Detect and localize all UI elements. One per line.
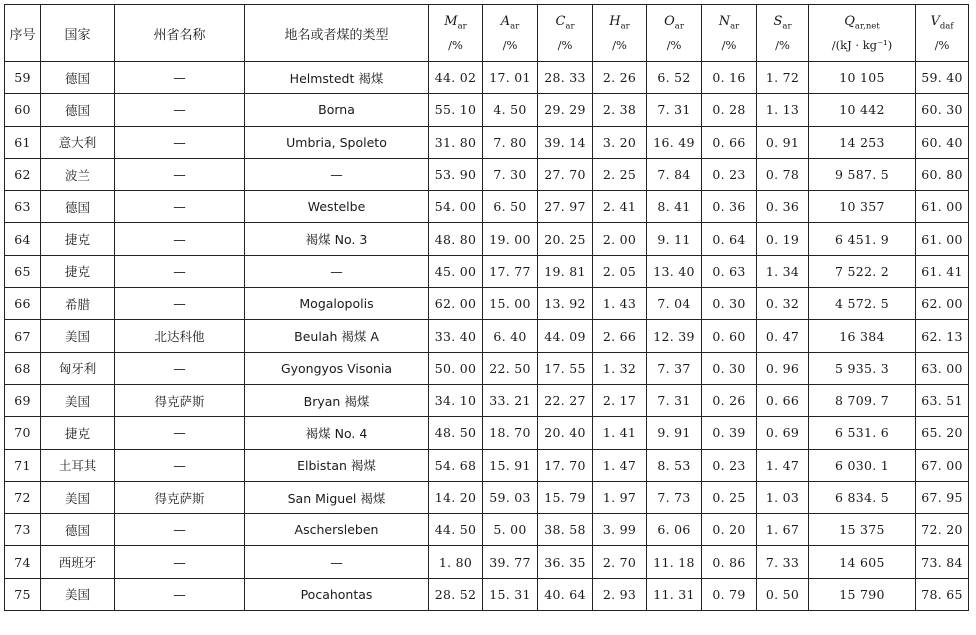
cell-moisture: 53. 90 xyxy=(429,158,483,190)
cell-hydrogen: 1. 41 xyxy=(593,417,647,449)
cell-carbon: 15. 79 xyxy=(538,481,593,513)
cell-heating-value: 8 709. 7 xyxy=(809,384,916,416)
cell-place: Bryan 褐煤 xyxy=(245,384,429,416)
cell-carbon: 27. 97 xyxy=(538,191,593,223)
cell-carbon: 29. 29 xyxy=(538,94,593,126)
cell-sulfur: 1. 13 xyxy=(757,94,809,126)
cell-country: 美国 xyxy=(41,578,115,610)
cell-moisture: 44. 50 xyxy=(429,514,483,546)
cell-state: — xyxy=(115,158,245,190)
cell-country: 捷克 xyxy=(41,255,115,287)
cell-carbon: 20. 25 xyxy=(538,223,593,255)
cell-ash: 33. 21 xyxy=(483,384,538,416)
cell-state: — xyxy=(115,126,245,158)
cell-place: Mogalopolis xyxy=(245,288,429,320)
cell-volatile: 72. 20 xyxy=(916,514,969,546)
cell-moisture: 31. 80 xyxy=(429,126,483,158)
cell-oxygen: 7. 04 xyxy=(647,288,702,320)
header-volatile xyxy=(916,5,969,62)
cell-sulfur: 0. 50 xyxy=(757,578,809,610)
cell-country: 美国 xyxy=(41,320,115,352)
header-nitrogen-symbol: $N_{ar}$ xyxy=(718,14,740,32)
cell-hydrogen: 1. 32 xyxy=(593,352,647,384)
cell-country: 匈牙利 xyxy=(41,352,115,384)
cell-hydrogen: 3. 99 xyxy=(593,514,647,546)
cell-country: 波兰 xyxy=(41,158,115,190)
header-carbon-unit: /% xyxy=(557,37,573,52)
cell-ash: 18. 70 xyxy=(483,417,538,449)
header-row xyxy=(5,5,969,62)
cell-nitrogen: 0. 79 xyxy=(702,578,757,610)
cell-sulfur: 0. 78 xyxy=(757,158,809,190)
cell-oxygen: 6. 52 xyxy=(647,62,702,94)
cell-volatile: 61. 41 xyxy=(916,255,969,287)
cell-volatile: 62. 13 xyxy=(916,320,969,352)
header-sulfur xyxy=(757,5,809,62)
header-state: 州省名称 xyxy=(115,5,245,62)
cell-nitrogen: 0. 66 xyxy=(702,126,757,158)
cell-seq: 63 xyxy=(5,191,41,223)
cell-hydrogen: 2. 66 xyxy=(593,320,647,352)
cell-oxygen: 7. 31 xyxy=(647,94,702,126)
cell-sulfur: 1. 67 xyxy=(757,514,809,546)
header-carbon xyxy=(538,5,593,62)
cell-country: 捷克 xyxy=(41,417,115,449)
cell-moisture: 1. 80 xyxy=(429,546,483,578)
cell-country: 捷克 xyxy=(41,223,115,255)
table-row xyxy=(5,578,969,610)
table-body xyxy=(5,62,969,611)
header-heating-value-symbol: $Q_{ar,net}$ xyxy=(844,14,880,32)
cell-ash: 17. 77 xyxy=(483,255,538,287)
cell-heating-value: 15 375 xyxy=(809,514,916,546)
cell-seq: 61 xyxy=(5,126,41,158)
cell-oxygen: 6. 06 xyxy=(647,514,702,546)
cell-moisture: 28. 52 xyxy=(429,578,483,610)
cell-moisture: 44. 02 xyxy=(429,62,483,94)
cell-sulfur: 0. 66 xyxy=(757,384,809,416)
cell-country: 美国 xyxy=(41,384,115,416)
cell-place: — xyxy=(245,158,429,190)
cell-state: — xyxy=(115,191,245,223)
header-sulfur-unit: /% xyxy=(775,37,790,52)
header-ash-symbol: $A_{ar}$ xyxy=(500,14,520,32)
cell-oxygen: 9. 11 xyxy=(647,223,702,255)
coal-data-table-container xyxy=(4,4,969,611)
cell-heating-value: 10 442 xyxy=(809,94,916,126)
table-row xyxy=(5,255,969,287)
cell-heating-value: 10 357 xyxy=(809,191,916,223)
table-row xyxy=(5,94,969,126)
coal-properties-table xyxy=(4,4,969,611)
cell-moisture: 54. 00 xyxy=(429,191,483,223)
cell-sulfur: 0. 96 xyxy=(757,352,809,384)
cell-oxygen: 7. 31 xyxy=(647,384,702,416)
cell-nitrogen: 0. 36 xyxy=(702,191,757,223)
cell-state: 北达科他 xyxy=(115,320,245,352)
cell-country: 德国 xyxy=(41,514,115,546)
cell-sulfur: 0. 47 xyxy=(757,320,809,352)
cell-nitrogen: 0. 26 xyxy=(702,384,757,416)
cell-nitrogen: 0. 86 xyxy=(702,546,757,578)
header-carbon-symbol: $C_{ar}$ xyxy=(555,14,575,32)
header-ash-unit: /% xyxy=(502,37,518,52)
header-sulfur-symbol: $S_{ar}$ xyxy=(773,14,792,32)
header-moisture xyxy=(429,5,483,62)
cell-place: Aschersleben xyxy=(245,514,429,546)
header-ash xyxy=(483,5,538,62)
header-volatile-unit: /% xyxy=(934,37,950,52)
cell-place: Pocahontas xyxy=(245,578,429,610)
cell-moisture: 45. 00 xyxy=(429,255,483,287)
cell-carbon: 13. 92 xyxy=(538,288,593,320)
cell-place: — xyxy=(245,255,429,287)
cell-carbon: 40. 64 xyxy=(538,578,593,610)
cell-volatile: 73. 84 xyxy=(916,546,969,578)
cell-volatile: 63. 51 xyxy=(916,384,969,416)
cell-volatile: 60. 30 xyxy=(916,94,969,126)
cell-hydrogen: 1. 43 xyxy=(593,288,647,320)
header-heating-value-unit: /(kJ · kg⁻¹) xyxy=(831,37,893,52)
cell-hydrogen: 2. 17 xyxy=(593,384,647,416)
cell-place: — xyxy=(245,546,429,578)
header-country: 国家 xyxy=(41,5,115,62)
cell-state: — xyxy=(115,417,245,449)
cell-nitrogen: 0. 63 xyxy=(702,255,757,287)
header-hydrogen xyxy=(593,5,647,62)
cell-seq: 62 xyxy=(5,158,41,190)
cell-heating-value: 6 834. 5 xyxy=(809,481,916,513)
cell-seq: 70 xyxy=(5,417,41,449)
cell-sulfur: 1. 34 xyxy=(757,255,809,287)
cell-place: Elbistan 褐煤 xyxy=(245,449,429,481)
cell-nitrogen: 0. 30 xyxy=(702,352,757,384)
cell-hydrogen: 2. 26 xyxy=(593,62,647,94)
cell-state: — xyxy=(115,223,245,255)
table-row xyxy=(5,417,969,449)
cell-volatile: 67. 00 xyxy=(916,449,969,481)
header-oxygen-symbol: $O_{ar}$ xyxy=(664,14,684,32)
cell-nitrogen: 0. 25 xyxy=(702,481,757,513)
cell-place: 褐煤 No. 3 xyxy=(245,223,429,255)
cell-nitrogen: 0. 16 xyxy=(702,62,757,94)
header-oxygen-unit: /% xyxy=(666,37,682,52)
cell-nitrogen: 0. 30 xyxy=(702,288,757,320)
cell-ash: 6. 40 xyxy=(483,320,538,352)
cell-nitrogen: 0. 20 xyxy=(702,514,757,546)
cell-country: 希腊 xyxy=(41,288,115,320)
table-row xyxy=(5,546,969,578)
cell-hydrogen: 1. 47 xyxy=(593,449,647,481)
cell-carbon: 17. 55 xyxy=(538,352,593,384)
cell-hydrogen: 3. 20 xyxy=(593,126,647,158)
cell-state: — xyxy=(115,449,245,481)
cell-carbon: 22. 27 xyxy=(538,384,593,416)
cell-oxygen: 8. 53 xyxy=(647,449,702,481)
cell-nitrogen: 0. 64 xyxy=(702,223,757,255)
cell-nitrogen: 0. 60 xyxy=(702,320,757,352)
cell-heating-value: 14 253 xyxy=(809,126,916,158)
header-nitrogen-unit: /% xyxy=(721,37,737,52)
cell-ash: 7. 30 xyxy=(483,158,538,190)
cell-place: Borna xyxy=(245,94,429,126)
cell-seq: 59 xyxy=(5,62,41,94)
cell-hydrogen: 2. 05 xyxy=(593,255,647,287)
table-row xyxy=(5,514,969,546)
cell-sulfur: 1. 47 xyxy=(757,449,809,481)
cell-seq: 69 xyxy=(5,384,41,416)
cell-carbon: 20. 40 xyxy=(538,417,593,449)
cell-sulfur: 1. 03 xyxy=(757,481,809,513)
cell-seq: 60 xyxy=(5,94,41,126)
cell-country: 美国 xyxy=(41,481,115,513)
cell-carbon: 38. 58 xyxy=(538,514,593,546)
cell-sulfur: 0. 36 xyxy=(757,191,809,223)
cell-heating-value: 5 935. 3 xyxy=(809,352,916,384)
cell-moisture: 54. 68 xyxy=(429,449,483,481)
cell-oxygen: 12. 39 xyxy=(647,320,702,352)
cell-country: 德国 xyxy=(41,191,115,223)
cell-carbon: 44. 09 xyxy=(538,320,593,352)
cell-heating-value: 16 384 xyxy=(809,320,916,352)
table-row xyxy=(5,191,969,223)
cell-carbon: 19. 81 xyxy=(538,255,593,287)
cell-sulfur: 0. 32 xyxy=(757,288,809,320)
cell-oxygen: 9. 91 xyxy=(647,417,702,449)
header-moisture-symbol: $M_{ar}$ xyxy=(444,14,467,32)
cell-moisture: 62. 00 xyxy=(429,288,483,320)
cell-hydrogen: 2. 70 xyxy=(593,546,647,578)
cell-carbon: 17. 70 xyxy=(538,449,593,481)
header-nitrogen xyxy=(702,5,757,62)
cell-volatile: 78. 65 xyxy=(916,578,969,610)
cell-nitrogen: 0. 23 xyxy=(702,158,757,190)
cell-sulfur: 0. 19 xyxy=(757,223,809,255)
table-row xyxy=(5,481,969,513)
cell-ash: 15. 91 xyxy=(483,449,538,481)
cell-place: 褐煤 No. 4 xyxy=(245,417,429,449)
cell-moisture: 55. 10 xyxy=(429,94,483,126)
cell-hydrogen: 2. 25 xyxy=(593,158,647,190)
cell-oxygen: 11. 31 xyxy=(647,578,702,610)
cell-carbon: 39. 14 xyxy=(538,126,593,158)
cell-nitrogen: 0. 23 xyxy=(702,449,757,481)
cell-hydrogen: 2. 00 xyxy=(593,223,647,255)
cell-ash: 7. 80 xyxy=(483,126,538,158)
table-row xyxy=(5,449,969,481)
cell-ash: 4. 50 xyxy=(483,94,538,126)
cell-moisture: 33. 40 xyxy=(429,320,483,352)
cell-seq: 65 xyxy=(5,255,41,287)
cell-ash: 22. 50 xyxy=(483,352,538,384)
cell-heating-value: 7 522. 2 xyxy=(809,255,916,287)
cell-seq: 75 xyxy=(5,578,41,610)
cell-oxygen: 7. 37 xyxy=(647,352,702,384)
header-volatile-symbol: $V_{daf}$ xyxy=(930,14,954,32)
table-row xyxy=(5,223,969,255)
cell-seq: 73 xyxy=(5,514,41,546)
cell-moisture: 50. 00 xyxy=(429,352,483,384)
cell-oxygen: 7. 84 xyxy=(647,158,702,190)
cell-heating-value: 6 030. 1 xyxy=(809,449,916,481)
cell-heating-value: 10 105 xyxy=(809,62,916,94)
cell-heating-value: 6 451. 9 xyxy=(809,223,916,255)
table-row xyxy=(5,384,969,416)
cell-sulfur: 0. 69 xyxy=(757,417,809,449)
cell-state: — xyxy=(115,255,245,287)
cell-heating-value: 14 605 xyxy=(809,546,916,578)
cell-carbon: 36. 35 xyxy=(538,546,593,578)
cell-place: Umbria, Spoleto xyxy=(245,126,429,158)
cell-ash: 59. 03 xyxy=(483,481,538,513)
table-row xyxy=(5,158,969,190)
table-row xyxy=(5,126,969,158)
cell-state: — xyxy=(115,578,245,610)
header-place: 地名或者煤的类型 xyxy=(245,5,429,62)
cell-oxygen: 16. 49 xyxy=(647,126,702,158)
cell-heating-value: 4 572. 5 xyxy=(809,288,916,320)
cell-country: 土耳其 xyxy=(41,449,115,481)
cell-volatile: 60. 40 xyxy=(916,126,969,158)
header-hydrogen-symbol: $H_{ar}$ xyxy=(609,14,630,32)
cell-state: — xyxy=(115,94,245,126)
header-heating-value xyxy=(809,5,916,62)
cell-ash: 15. 31 xyxy=(483,578,538,610)
cell-ash: 15. 00 xyxy=(483,288,538,320)
cell-seq: 71 xyxy=(5,449,41,481)
cell-ash: 6. 50 xyxy=(483,191,538,223)
header-moisture-unit: /% xyxy=(448,37,463,52)
cell-ash: 17. 01 xyxy=(483,62,538,94)
cell-state: — xyxy=(115,514,245,546)
cell-state: — xyxy=(115,352,245,384)
cell-seq: 67 xyxy=(5,320,41,352)
cell-hydrogen: 2. 41 xyxy=(593,191,647,223)
header-seq: 序号 xyxy=(5,5,41,62)
cell-oxygen: 11. 18 xyxy=(647,546,702,578)
cell-oxygen: 13. 40 xyxy=(647,255,702,287)
cell-sulfur: 7. 33 xyxy=(757,546,809,578)
cell-seq: 72 xyxy=(5,481,41,513)
cell-carbon: 28. 33 xyxy=(538,62,593,94)
cell-heating-value: 15 790 xyxy=(809,578,916,610)
cell-seq: 74 xyxy=(5,546,41,578)
cell-state: — xyxy=(115,288,245,320)
table-row xyxy=(5,320,969,352)
cell-state: 得克萨斯 xyxy=(115,384,245,416)
cell-volatile: 67. 95 xyxy=(916,481,969,513)
cell-place: Beulah 褐煤 A xyxy=(245,320,429,352)
cell-place: San Miguel 褐煤 xyxy=(245,481,429,513)
cell-heating-value: 6 531. 6 xyxy=(809,417,916,449)
cell-state: — xyxy=(115,546,245,578)
cell-place: Gyongyos Visonia xyxy=(245,352,429,384)
cell-seq: 68 xyxy=(5,352,41,384)
cell-state: — xyxy=(115,62,245,94)
cell-moisture: 48. 50 xyxy=(429,417,483,449)
cell-oxygen: 8. 41 xyxy=(647,191,702,223)
cell-oxygen: 7. 73 xyxy=(647,481,702,513)
cell-ash: 39. 77 xyxy=(483,546,538,578)
cell-volatile: 59. 40 xyxy=(916,62,969,94)
table-row xyxy=(5,352,969,384)
cell-place: Westelbe xyxy=(245,191,429,223)
table-row xyxy=(5,288,969,320)
cell-nitrogen: 0. 28 xyxy=(702,94,757,126)
cell-heating-value: 9 587. 5 xyxy=(809,158,916,190)
header-hydrogen-unit: /% xyxy=(612,37,627,52)
cell-country: 意大利 xyxy=(41,126,115,158)
cell-hydrogen: 2. 93 xyxy=(593,578,647,610)
cell-volatile: 63. 00 xyxy=(916,352,969,384)
cell-country: 德国 xyxy=(41,94,115,126)
cell-volatile: 61. 00 xyxy=(916,191,969,223)
cell-seq: 66 xyxy=(5,288,41,320)
cell-ash: 19. 00 xyxy=(483,223,538,255)
cell-place: Helmstedt 褐煤 xyxy=(245,62,429,94)
table-row xyxy=(5,62,969,94)
cell-state: 得克萨斯 xyxy=(115,481,245,513)
cell-nitrogen: 0. 39 xyxy=(702,417,757,449)
cell-hydrogen: 1. 97 xyxy=(593,481,647,513)
cell-country: 西班牙 xyxy=(41,546,115,578)
cell-ash: 5. 00 xyxy=(483,514,538,546)
cell-volatile: 62. 00 xyxy=(916,288,969,320)
cell-volatile: 65. 20 xyxy=(916,417,969,449)
cell-moisture: 14. 20 xyxy=(429,481,483,513)
cell-seq: 64 xyxy=(5,223,41,255)
cell-sulfur: 1. 72 xyxy=(757,62,809,94)
cell-volatile: 61. 00 xyxy=(916,223,969,255)
cell-volatile: 60. 80 xyxy=(916,158,969,190)
cell-country: 德国 xyxy=(41,62,115,94)
cell-moisture: 48. 80 xyxy=(429,223,483,255)
header-oxygen xyxy=(647,5,702,62)
cell-hydrogen: 2. 38 xyxy=(593,94,647,126)
cell-carbon: 27. 70 xyxy=(538,158,593,190)
cell-sulfur: 0. 91 xyxy=(757,126,809,158)
cell-moisture: 34. 10 xyxy=(429,384,483,416)
